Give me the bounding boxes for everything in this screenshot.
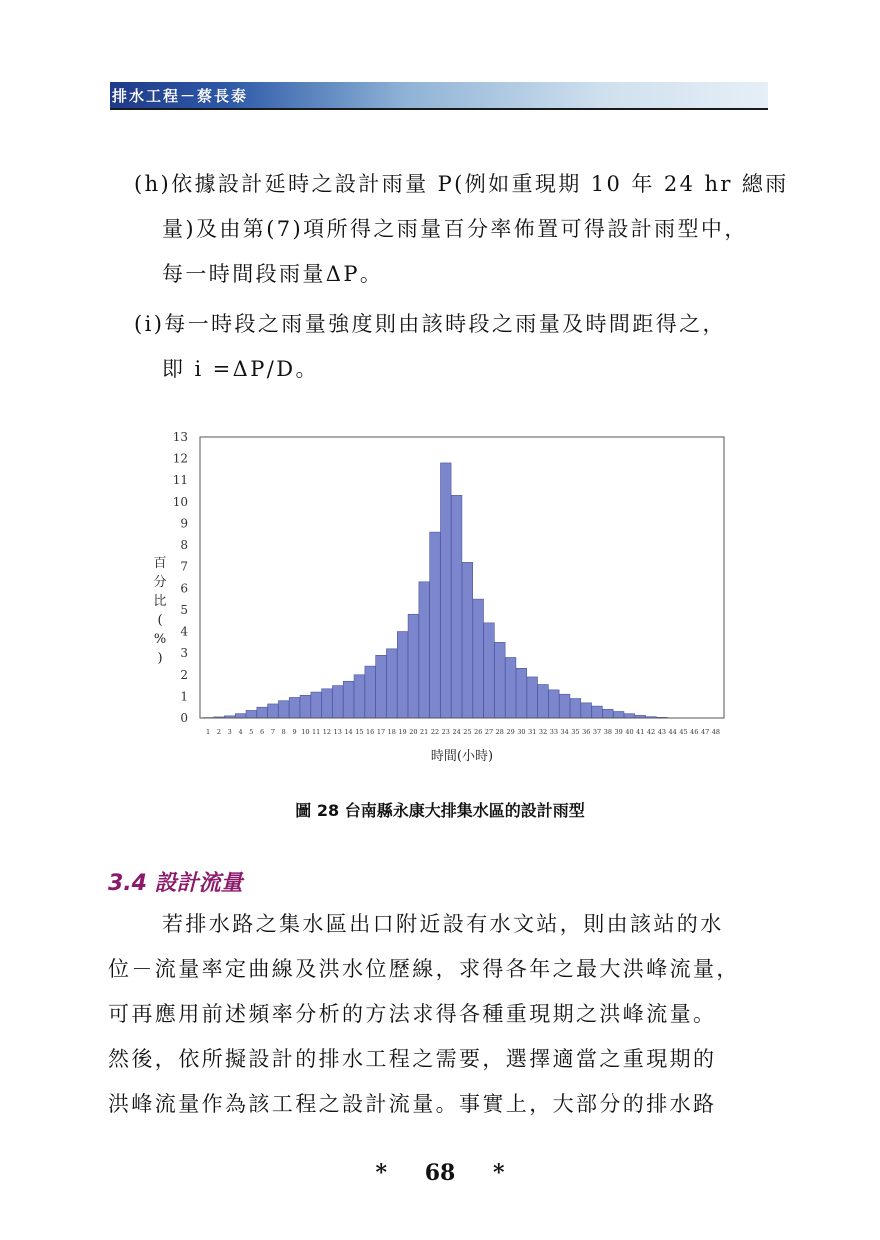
x-tick-label: 36: [582, 728, 591, 736]
x-tick-label: 44: [668, 728, 677, 736]
bar: [300, 695, 311, 718]
x-tick-label: 11: [312, 728, 321, 736]
footer-star-right: *: [492, 1160, 505, 1186]
body-line-1: 若排水路之集水區出口附近設有水文站，則由該站的水: [162, 912, 724, 936]
x-tick-label: 3: [227, 728, 232, 736]
y-tick-label: 10: [172, 494, 188, 509]
x-tick-label: 22: [430, 728, 440, 736]
x-axis-ticks: [206, 728, 720, 736]
bar: [603, 709, 614, 718]
bar: [473, 599, 484, 718]
chart-svg: [130, 425, 740, 770]
x-tick-label: 45: [679, 728, 688, 736]
bar: [343, 681, 354, 718]
y-axis-ticks: [173, 430, 189, 725]
bar: [365, 666, 376, 718]
y-tick-label: 8: [180, 538, 188, 553]
y-tick-label: 5: [180, 602, 188, 617]
x-tick-label: 33: [549, 728, 558, 736]
paragraph-h-line-2: 量)及由第(7)項所得之雨量百分率佈置可得設計雨型中，: [162, 217, 748, 241]
y-axis-label: 百分比( % ): [153, 556, 167, 666]
x-tick-label: 48: [711, 728, 721, 736]
x-tick-label: 5: [249, 728, 254, 736]
x-tick-label: 41: [636, 728, 645, 736]
x-tick-label: 32: [538, 728, 548, 736]
bar: [484, 623, 495, 718]
y-tick-label: 13: [172, 430, 188, 444]
x-tick-label: 24: [452, 728, 461, 736]
bar: [570, 699, 581, 718]
y-tick-label: 0: [180, 711, 188, 725]
bar: [376, 655, 387, 718]
bar: [386, 649, 397, 718]
bar: [268, 704, 279, 718]
bar: [624, 714, 635, 718]
bar: [495, 642, 506, 718]
x-tick-label: 13: [333, 728, 342, 736]
y-tick-label: 4: [180, 624, 188, 639]
bar: [505, 657, 516, 718]
design-rainfall-chart: [130, 425, 740, 770]
bar: [581, 703, 592, 718]
y-tick-label: 3: [180, 646, 188, 661]
x-tick-label: 18: [387, 728, 396, 736]
x-tick-label: 40: [625, 728, 634, 736]
bar: [289, 697, 300, 718]
x-tick-label: 38: [603, 728, 612, 736]
bar: [527, 677, 538, 718]
bar: [538, 684, 549, 718]
bar: [278, 701, 289, 718]
x-tick-label: 8: [281, 728, 286, 736]
x-tick-label: 7: [270, 728, 275, 736]
bar: [559, 694, 570, 718]
paragraph-i-line-1: (i)每一時段之雨量強度則由該時段之雨量及時間距得之，: [134, 312, 726, 336]
bar: [451, 495, 462, 718]
y-tick-label: 11: [172, 473, 188, 488]
x-tick-label: 29: [506, 728, 515, 736]
x-tick-label: 35: [571, 728, 580, 736]
x-tick-label: 21: [420, 728, 429, 736]
y-tick-label: 9: [180, 516, 188, 531]
x-tick-label: 12: [322, 728, 332, 736]
page-number: 68: [424, 1160, 456, 1186]
bar: [354, 675, 365, 718]
bar: [613, 712, 624, 718]
bar: [516, 668, 527, 718]
footer-star-left: *: [375, 1160, 388, 1186]
x-tick-label: 46: [690, 728, 699, 736]
x-tick-label: 20: [409, 728, 418, 736]
y-tick-label: 7: [180, 559, 188, 574]
page-footer: [0, 1160, 880, 1186]
bar: [430, 532, 441, 718]
bar: [408, 614, 419, 718]
x-tick-label: 17: [376, 728, 386, 736]
body-line-3: 可再應用前述頻率分析的方法求得各種重現期之洪峰流量。: [108, 1002, 717, 1026]
x-tick-label: 15: [355, 728, 364, 736]
x-tick-label: 10: [301, 728, 310, 736]
bar: [440, 463, 451, 718]
bar: [419, 582, 430, 718]
header-rule: [110, 108, 768, 110]
y-tick-label: 1: [180, 689, 188, 704]
x-tick-label: 31: [528, 728, 537, 736]
x-tick-label: 43: [657, 728, 667, 736]
x-tick-label: 1: [206, 728, 211, 736]
x-tick-label: 42: [646, 728, 656, 736]
running-header: 排水工程－蔡長泰: [112, 87, 249, 105]
bar: [549, 690, 560, 718]
x-tick-label: 6: [260, 728, 265, 736]
bar: [322, 689, 333, 718]
bars: [203, 463, 667, 718]
body-line-4: 然後，依所擬設計的排水工程之需要，選擇適當之重現期的: [108, 1047, 717, 1071]
x-tick-label: 19: [398, 728, 407, 736]
bar: [257, 707, 268, 718]
paragraph-h-line-1: (h)依據設計延時之設計雨量 P(例如重現期 10 年 24 hr 總雨: [134, 172, 789, 196]
x-axis-label: 時間(小時): [430, 749, 494, 764]
y-tick-label: 12: [172, 451, 188, 466]
section-title: 3.4 設計流量: [108, 871, 243, 896]
x-tick-label: 39: [614, 728, 623, 736]
x-tick-label: 23: [441, 728, 450, 736]
x-tick-label: 14: [344, 728, 353, 736]
paragraph-i-line-2: 即 i =ΔP/D。: [162, 357, 319, 381]
x-tick-label: 27: [484, 728, 494, 736]
x-tick-label: 4: [238, 728, 243, 736]
bar: [332, 686, 343, 718]
x-tick-label: 37: [592, 728, 602, 736]
x-tick-label: 30: [517, 728, 526, 736]
y-tick-label: 6: [180, 581, 188, 596]
x-tick-label: 26: [474, 728, 483, 736]
bar: [246, 710, 257, 718]
bar: [592, 706, 603, 718]
x-tick-label: 34: [560, 728, 569, 736]
bar: [311, 692, 322, 718]
bar: [235, 714, 246, 718]
x-tick-label: 47: [700, 728, 710, 736]
body-line-5: 洪峰流量作為該工程之設計流量。事實上，大部分的排水路: [108, 1092, 717, 1116]
figure-caption: 圖 28 台南縣永康大排集水區的設計雨型: [295, 801, 585, 820]
bar: [462, 562, 473, 718]
bar: [397, 632, 408, 718]
x-tick-label: 9: [292, 728, 297, 736]
x-tick-label: 25: [463, 728, 472, 736]
body-line-2: 位－流量率定曲線及洪水位歷線，求得各年之最大洪峰流量，: [108, 957, 740, 981]
x-tick-label: 28: [495, 728, 504, 736]
x-tick-label: 2: [216, 728, 221, 736]
y-tick-label: 2: [180, 667, 188, 682]
paragraph-h-line-3: 每一時間段雨量ΔP。: [162, 262, 384, 286]
x-tick-label: 16: [366, 728, 375, 736]
